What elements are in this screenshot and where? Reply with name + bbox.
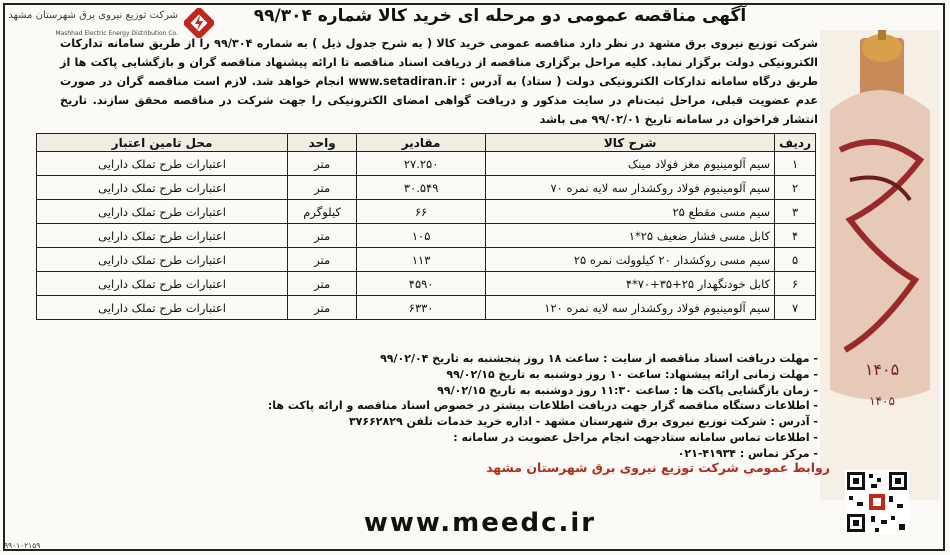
row-no: ۴ bbox=[775, 224, 816, 248]
item-quantity: ۲۷.۲۵۰ bbox=[357, 152, 486, 176]
item-funding: اعتبارات طرح تملک دارایی bbox=[37, 224, 288, 248]
item-description: سیم آلومینیوم مغز فولاد مینک bbox=[486, 152, 775, 176]
item-funding: اعتبارات طرح تملک دارایی bbox=[37, 248, 288, 272]
table-row bbox=[37, 176, 816, 200]
item-unit: کیلوگرم bbox=[288, 200, 357, 224]
table-row bbox=[37, 272, 816, 296]
item-description: کابل خودنگهدار ۲۵+۳۵+۷۰*۴ bbox=[486, 272, 775, 296]
item-funding: اعتبارات طرح تملک دارایی bbox=[37, 176, 288, 200]
item-unit: متر bbox=[288, 152, 357, 176]
table-row bbox=[37, 224, 816, 248]
item-unit: متر bbox=[288, 296, 357, 320]
col-header-quantity: مقادیر bbox=[357, 134, 486, 152]
item-unit: متر bbox=[288, 224, 357, 248]
company-name-fa: شرکت توزیع نیروی برق شهرستان مشهد bbox=[8, 10, 178, 21]
item-description: سیم مسی مقطع ۲۵ bbox=[486, 200, 775, 224]
item-description: سیم مسی روکشدار ۲۰ کیلوولت نمره ۲۵ bbox=[486, 248, 775, 272]
table-row bbox=[37, 152, 816, 176]
item-funding: اعتبارات طرح تملک دارایی bbox=[37, 272, 288, 296]
row-no: ۱ bbox=[775, 152, 816, 176]
col-header-funding: محل تامین اعتبار bbox=[37, 134, 288, 152]
item-unit: متر bbox=[288, 272, 357, 296]
item-quantity: ۶۶ bbox=[357, 200, 486, 224]
table-header-row bbox=[37, 134, 816, 152]
svg-text:۱۴۰۵: ۱۴۰۵ bbox=[864, 360, 900, 379]
item-funding: اعتبارات طرح تملک دارایی bbox=[37, 296, 288, 320]
svg-text:۱۴۰۵: ۱۴۰۵ bbox=[869, 394, 895, 408]
page-title: آگهی مناقصه عمومی دو مرحله ای خرید کالا شماره ۹۹/۳۰۴ bbox=[253, 6, 747, 26]
table-row bbox=[37, 200, 816, 224]
item-unit: متر bbox=[288, 248, 357, 272]
item-funding: اعتبارات طرح تملک دارایی bbox=[37, 200, 288, 224]
row-no: ۳ bbox=[775, 200, 816, 224]
public-relations: روابط عمومی شرکت توزیع نیروی برق شهرستان مشهد bbox=[486, 460, 830, 475]
note-opening-time: - زمان بازگشایی پاکت ها : ساعت ۱۱:۳۰ روز دوشنبه به تاریخ ۹۹/۰۲/۱۵ bbox=[437, 383, 818, 397]
note-setad-contact: - اطلاعات تماس سامانه ستادجهت انجام مراحل عضویت در سامانه : bbox=[453, 430, 818, 444]
row-no: ۲ bbox=[775, 176, 816, 200]
col-header-row-no: ردیف bbox=[775, 134, 816, 152]
item-description: سیم آلومینیوم فولاد روکشدار سه لایه نمره ۱۲۰ bbox=[486, 296, 775, 320]
website-link[interactable]: www.meedc.ir bbox=[363, 508, 597, 538]
item-funding: اعتبارات طرح تملک دارایی bbox=[37, 152, 288, 176]
col-header-description: شرح کالا bbox=[486, 134, 775, 152]
item-quantity: ۶۳۳۰ bbox=[357, 296, 486, 320]
item-quantity: ۱۱۳ bbox=[357, 248, 486, 272]
row-no: ۶ bbox=[775, 272, 816, 296]
note-submission-deadline: - مهلت زمانی ارائه پیشنهاد: ساعت ۱۰ روز دوشنبه به تاریخ ۹۹/۰۲/۱۵ bbox=[446, 367, 818, 381]
note-call-center: - مرکز تماس : ۴۱۹۳۴-۰۲۱ bbox=[677, 446, 818, 460]
row-no: ۷ bbox=[775, 296, 816, 320]
col-header-unit: واحد bbox=[288, 134, 357, 152]
row-no: ۵ bbox=[775, 248, 816, 272]
company-name-en: Mashhad Electric Energy Distribution Co. bbox=[55, 30, 178, 37]
table-row bbox=[37, 248, 816, 272]
note-address: - آدرس : شرکت توزیع نیروی برق شهرستان مشهد - اداره خرید خدمات تلفن ۳۷۶۶۲۸۲۹ bbox=[348, 415, 818, 429]
item-quantity: ۴۵۹۰ bbox=[357, 272, 486, 296]
notes-list bbox=[120, 351, 818, 462]
item-description: سیم آلومینیوم فولاد روکشدار سه لایه نمره ۷۰ bbox=[486, 176, 775, 200]
intro-text: شرکت توزیع نیروی برق مشهد در نظر دارد مناقصه عمومی خرید کالا ( به شرح جدول ذیل ) به شماره ۹۹/۳۰۴ را از طریق سامانه تدارکات الکترونیکی دولت برگزار نماید. کلیه مراحل برگزاری مناقصه از دریافت اسناد مناقصه تا ارائه پیشنهاد مناقصه گران و بازگشایی پاکت ها از طریق درگاه سامانه تدارکات الکترونیکی دولت ( ستاد) به آدرس : www.setadiran.ir انجام خواهد شد. لازم است مناقصه گران در صورت عدم عضویت قبلی، مراحل ثبت‌نام در سایت مذکور و دریافت گواهی امضای الکترونیکی را جهت شرکت در مناقصه محقق سازند. تاریخ انتشار فراخوان در سامانه تاریخ ۹۹/۰۲/۰۱ می باشد bbox=[60, 37, 818, 126]
item-description: کابل مسی فشار ضعیف ۲۵*۱ bbox=[486, 224, 775, 248]
table-row bbox=[37, 296, 816, 320]
note-contact-info: - اطلاعات دستگاه مناقصه گزار جهت دریافت اطلاعات بیشتر در خصوص اسناد مناقصه و ارائه پاکت ها: bbox=[267, 399, 818, 413]
item-quantity: ۱۰۵ bbox=[357, 224, 486, 248]
reference-number: ۹۹۰۱۰۲۱۵۹ bbox=[4, 541, 41, 550]
qr-code-icon bbox=[845, 470, 909, 534]
note-docs-deadline: - مهلت دریافت اسناد مناقصه از سایت : ساعت ۱۸ روز پنجشنبه به تاریخ ۹۹/۰۲/۰۴ bbox=[380, 352, 818, 365]
item-quantity: ۳۰.۵۴۹ bbox=[357, 176, 486, 200]
items-table bbox=[36, 133, 816, 320]
shrine-artwork bbox=[820, 30, 940, 500]
item-unit: متر bbox=[288, 176, 357, 200]
